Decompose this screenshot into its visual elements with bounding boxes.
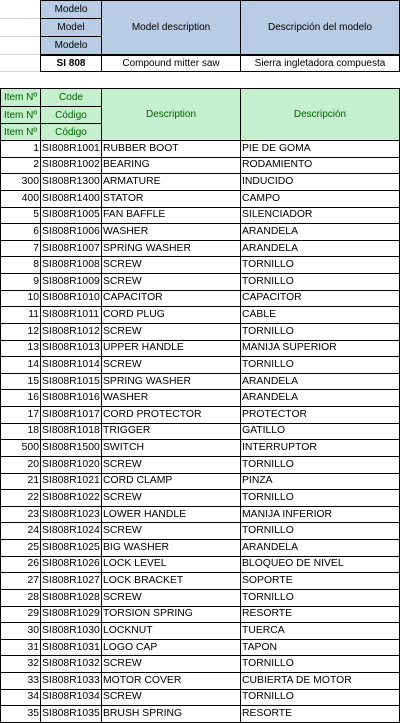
table-row (1, 589, 400, 606)
item-number-cell[interactable]: 6 (1, 224, 41, 241)
part-description-cell[interactable]: TORSION SPRING (102, 606, 241, 623)
header-item-cell[interactable]: Item Nº (1, 107, 41, 124)
part-descripcion-cell[interactable]: CABLE (241, 307, 400, 324)
table-row (1, 340, 400, 357)
item-number-cell[interactable]: 23 (1, 506, 41, 523)
part-code-cell[interactable]: SI808R1025 (41, 540, 102, 557)
part-description-cell[interactable]: UPPER HANDLE (102, 340, 241, 357)
part-code-cell[interactable]: SI808R1014 (41, 357, 102, 374)
table-row (1, 190, 400, 207)
header-item-cell[interactable]: Item Nº (1, 89, 41, 107)
header-item-cell[interactable]: Item Nº (1, 124, 41, 141)
table-row (1, 623, 400, 640)
part-description-cell[interactable]: SCREW (102, 689, 241, 706)
part-description-cell[interactable]: WASHER (102, 390, 241, 407)
part-description-cell[interactable]: SCREW (102, 589, 241, 606)
part-description-cell[interactable]: STATOR (102, 190, 241, 207)
part-code-cell[interactable]: SI808R1027 (41, 573, 102, 590)
item-number-cell[interactable]: 21 (1, 473, 41, 490)
header-code-cell[interactable]: Code (41, 89, 102, 107)
table-row (1, 323, 400, 340)
item-number-cell[interactable]: 33 (1, 673, 41, 690)
table-row (1, 440, 400, 457)
item-number-cell[interactable]: 16 (1, 390, 41, 407)
part-descripcion-cell[interactable]: TORNILLO (241, 456, 400, 473)
item-number-cell[interactable]: 7 (1, 240, 41, 257)
table-row (1, 240, 400, 257)
part-descripcion-cell[interactable]: ARANDELA (241, 224, 400, 241)
item-number-cell[interactable]: 10 (1, 290, 41, 307)
part-description-cell[interactable]: CORD PLUG (102, 307, 241, 324)
part-code-cell[interactable]: SI808R1029 (41, 606, 102, 623)
part-code-cell[interactable]: SI808R1011 (41, 307, 102, 324)
table-row (1, 556, 400, 573)
part-description-cell[interactable]: SWITCH (102, 440, 241, 457)
part-description-cell[interactable]: LOCK LEVEL (102, 556, 241, 573)
item-number-cell[interactable]: 30 (1, 623, 41, 640)
part-code-cell[interactable]: SI808R1016 (41, 390, 102, 407)
item-number-cell[interactable]: 5 (1, 207, 41, 224)
model-description-cell[interactable]: Compound mitter saw (102, 55, 241, 72)
table-row (1, 673, 400, 690)
table-row (1, 706, 400, 723)
table-row (1, 224, 400, 241)
part-descripcion-cell[interactable]: ARANDELA (241, 373, 400, 390)
part-code-cell[interactable]: SI808R1022 (41, 490, 102, 507)
table-row (1, 307, 400, 324)
table-row (1, 473, 400, 490)
model-label-cell[interactable]: Model (41, 19, 102, 37)
item-number-cell[interactable]: 8 (1, 257, 41, 274)
part-description-cell[interactable]: LOWER HANDLE (102, 506, 241, 523)
part-descripcion-cell[interactable]: ARANDELA (241, 390, 400, 407)
table-row (1, 490, 400, 507)
model-code-cell[interactable]: SI 808 (41, 55, 102, 72)
part-descripcion-cell[interactable]: CUBIERTA DE MOTOR (241, 673, 400, 690)
item-number-cell[interactable]: 22 (1, 490, 41, 507)
part-code-cell[interactable]: SI808R1017 (41, 407, 102, 424)
table-row (1, 141, 400, 158)
item-number-cell[interactable]: 13 (1, 340, 41, 357)
part-description-cell[interactable]: TRIGGER (102, 423, 241, 440)
part-code-cell[interactable]: SI808R1035 (41, 706, 102, 723)
part-code-cell[interactable]: SI808R1013 (41, 340, 102, 357)
part-descripcion-cell[interactable]: INTERRUPTOR (241, 440, 400, 457)
item-number-cell[interactable]: 25 (1, 540, 41, 557)
table-row (1, 157, 400, 174)
part-code-cell[interactable]: SI808R1007 (41, 240, 102, 257)
empty-cells-gridlines (0, 0, 40, 72)
part-description-cell[interactable]: SCREW (102, 323, 241, 340)
part-description-cell[interactable]: LOGO CAP (102, 639, 241, 656)
table-row (1, 174, 400, 191)
part-code-cell[interactable]: SI808R1002 (41, 157, 102, 174)
item-number-cell[interactable]: 27 (1, 573, 41, 590)
header-description-cell[interactable]: Description (102, 89, 241, 141)
table-row (1, 257, 400, 274)
part-code-cell[interactable]: SI808R1034 (41, 689, 102, 706)
part-descripcion-cell[interactable]: TORNILLO (241, 523, 400, 540)
item-number-cell[interactable]: 20 (1, 456, 41, 473)
item-number-cell[interactable]: 34 (1, 689, 41, 706)
item-number-cell[interactable]: 300 (1, 174, 41, 191)
item-number-cell[interactable]: 35 (1, 706, 41, 723)
part-description-cell[interactable]: SCREW (102, 274, 241, 291)
part-descripcion-cell[interactable]: ARANDELA (241, 540, 400, 557)
part-description-cell[interactable]: CAPACITOR (102, 290, 241, 307)
part-descripcion-cell[interactable]: RESORTE (241, 606, 400, 623)
table-row (1, 523, 400, 540)
item-number-cell[interactable]: 400 (1, 190, 41, 207)
part-description-cell[interactable]: CORD PROTECTOR (102, 407, 241, 424)
part-code-cell[interactable]: SI808R1009 (41, 274, 102, 291)
part-descripcion-cell[interactable]: TORNILLO (241, 689, 400, 706)
part-description-cell[interactable]: LOCKNUT (102, 623, 241, 640)
part-description-cell[interactable]: WASHER (102, 224, 241, 241)
table-row (1, 373, 400, 390)
part-code-cell[interactable]: SI808R1033 (41, 673, 102, 690)
table-row (1, 573, 400, 590)
model-label-cell[interactable]: Modelo (41, 37, 102, 55)
item-number-cell[interactable]: 24 (1, 523, 41, 540)
part-descripcion-cell[interactable]: CAMPO (241, 190, 400, 207)
part-code-cell[interactable]: SI808R1028 (41, 589, 102, 606)
part-descripcion-cell[interactable]: SOPORTE (241, 573, 400, 590)
part-code-cell[interactable]: SI808R1010 (41, 290, 102, 307)
part-code-cell[interactable]: SI808R1400 (41, 190, 102, 207)
part-descripcion-cell[interactable]: MANIJA INFERIOR (241, 506, 400, 523)
part-descripcion-cell[interactable]: PIE DE GOMA (241, 141, 400, 158)
header-code-cell[interactable]: Código (41, 107, 102, 124)
item-number-cell[interactable]: 14 (1, 357, 41, 374)
part-description-cell[interactable]: MOTOR COVER (102, 673, 241, 690)
descripcion-modelo-heading[interactable]: Descripción del modelo (241, 1, 400, 55)
table-row (1, 656, 400, 673)
part-descripcion-cell[interactable]: ARANDELA (241, 240, 400, 257)
table-row (1, 689, 400, 706)
descripcion-modelo-cell[interactable]: Sierra ingletadora compuesta (241, 55, 400, 72)
part-descripcion-cell[interactable]: PINZA (241, 473, 400, 490)
part-description-cell[interactable]: BRUSH SPRING (102, 706, 241, 723)
part-code-cell[interactable]: SI808R1006 (41, 224, 102, 241)
part-code-cell[interactable]: SI808R1032 (41, 656, 102, 673)
table-row (1, 456, 400, 473)
part-descripcion-cell[interactable]: TORNILLO (241, 257, 400, 274)
table-row (1, 407, 400, 424)
table-row (1, 274, 400, 291)
parts-table (0, 88, 400, 723)
part-code-cell[interactable]: SI808R1015 (41, 373, 102, 390)
item-number-cell[interactable]: 18 (1, 423, 41, 440)
part-descripcion-cell[interactable]: TUERCA (241, 623, 400, 640)
model-label-cell[interactable]: Modelo (41, 1, 102, 19)
part-code-cell[interactable]: SI808R1023 (41, 506, 102, 523)
item-number-cell[interactable]: 15 (1, 373, 41, 390)
part-code-cell[interactable]: SI808R1008 (41, 257, 102, 274)
part-code-cell[interactable]: SI808R1024 (41, 523, 102, 540)
part-descripcion-cell[interactable]: TORNILLO (241, 589, 400, 606)
part-description-cell[interactable]: SPRING WASHER (102, 240, 241, 257)
part-descripcion-cell[interactable]: TORNILLO (241, 323, 400, 340)
part-description-cell[interactable]: SCREW (102, 456, 241, 473)
header-code-cell[interactable]: Código (41, 124, 102, 141)
part-description-cell[interactable]: ARMATURE (102, 174, 241, 191)
table-row (1, 423, 400, 440)
part-descripcion-cell[interactable]: TAPON (241, 639, 400, 656)
item-number-cell[interactable]: 17 (1, 407, 41, 424)
part-description-cell[interactable]: SPRING WASHER (102, 373, 241, 390)
part-description-cell[interactable]: SCREW (102, 257, 241, 274)
model-info-table (40, 0, 400, 72)
part-descripcion-cell[interactable]: INDUCIDO (241, 174, 400, 191)
part-description-cell[interactable]: RUBBER BOOT (102, 141, 241, 158)
table-row (1, 540, 400, 557)
part-descripcion-cell[interactable]: TORNILLO (241, 357, 400, 374)
part-descripcion-cell[interactable]: MANIJA SUPERIOR (241, 340, 400, 357)
part-code-cell[interactable]: SI808R1001 (41, 141, 102, 158)
item-number-cell[interactable]: 28 (1, 589, 41, 606)
table-row (1, 357, 400, 374)
part-descripcion-cell[interactable]: GATILLO (241, 423, 400, 440)
part-code-cell[interactable]: SI808R1018 (41, 423, 102, 440)
part-code-cell[interactable]: SI808R1500 (41, 440, 102, 457)
part-descripcion-cell[interactable]: CAPACITOR (241, 290, 400, 307)
table-row (1, 390, 400, 407)
part-description-cell[interactable]: BIG WASHER (102, 540, 241, 557)
item-number-cell[interactable]: 500 (1, 440, 41, 457)
table-row (1, 606, 400, 623)
part-description-cell[interactable]: SCREW (102, 656, 241, 673)
item-number-cell[interactable]: 26 (1, 556, 41, 573)
item-number-cell[interactable]: 11 (1, 307, 41, 324)
table-row (1, 506, 400, 523)
model-description-heading[interactable]: Model description (102, 1, 241, 55)
part-descripcion-cell[interactable]: TORNILLO (241, 490, 400, 507)
part-descripcion-cell[interactable]: RESORTE (241, 706, 400, 723)
part-description-cell[interactable]: BEARING (102, 157, 241, 174)
item-number-cell[interactable]: 29 (1, 606, 41, 623)
parts-rows (1, 141, 400, 723)
part-description-cell[interactable]: FAN BAFFLE (102, 207, 241, 224)
part-code-cell[interactable]: SI808R1300 (41, 174, 102, 191)
header-descripcion-cell[interactable]: Descripción (241, 89, 400, 141)
part-code-cell[interactable]: SI808R1020 (41, 456, 102, 473)
part-descripcion-cell[interactable]: TORNILLO (241, 274, 400, 291)
table-row (1, 639, 400, 656)
item-number-cell[interactable]: 9 (1, 274, 41, 291)
part-description-cell[interactable]: SCREW (102, 523, 241, 540)
part-descripcion-cell[interactable]: PROTECTOR (241, 407, 400, 424)
part-descripcion-cell[interactable]: TORNILLO (241, 656, 400, 673)
item-number-cell[interactable]: 12 (1, 323, 41, 340)
part-descripcion-cell[interactable]: BLOQUEO DE NIVEL (241, 556, 400, 573)
part-description-cell[interactable]: LOCK BRACKET (102, 573, 241, 590)
part-description-cell[interactable]: CORD CLAMP (102, 473, 241, 490)
part-description-cell[interactable]: SCREW (102, 490, 241, 507)
table-row (1, 207, 400, 224)
item-number-cell[interactable]: 2 (1, 157, 41, 174)
item-number-cell[interactable]: 31 (1, 639, 41, 656)
item-number-cell[interactable]: 1 (1, 141, 41, 158)
part-code-cell[interactable]: SI808R1005 (41, 207, 102, 224)
part-code-cell[interactable]: SI808R1012 (41, 323, 102, 340)
part-descripcion-cell[interactable]: SILENCIADOR (241, 207, 400, 224)
item-number-cell[interactable]: 32 (1, 656, 41, 673)
table-row (1, 290, 400, 307)
part-description-cell[interactable]: SCREW (102, 357, 241, 374)
part-code-cell[interactable]: SI808R1031 (41, 639, 102, 656)
part-code-cell[interactable]: SI808R1030 (41, 623, 102, 640)
part-code-cell[interactable]: SI808R1021 (41, 473, 102, 490)
part-descripcion-cell[interactable]: RODAMIENTO (241, 157, 400, 174)
part-code-cell[interactable]: SI808R1026 (41, 556, 102, 573)
